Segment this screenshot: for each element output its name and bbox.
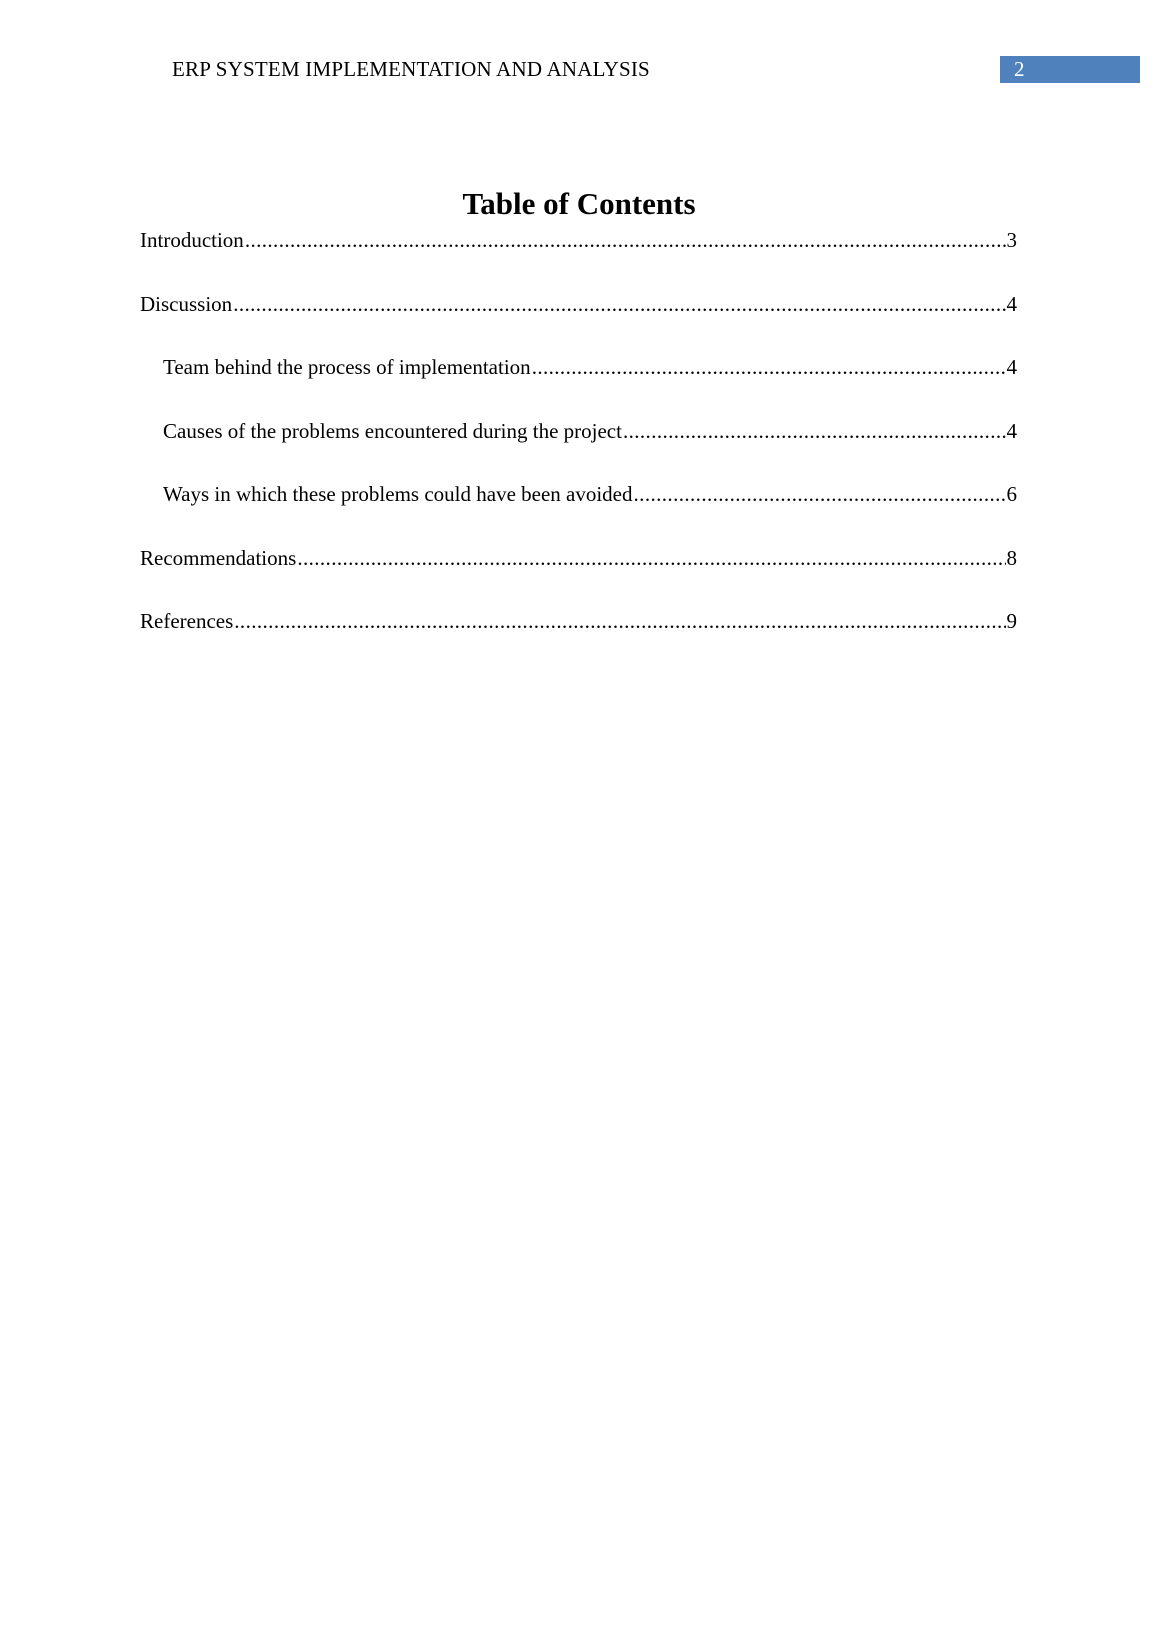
leader-dots: [233, 292, 1005, 317]
toc-entry-references[interactable]: [140, 609, 1017, 673]
running-header-title: ERP SYSTEM IMPLEMENTATION AND ANALYSIS: [172, 57, 650, 81]
leader-dots: [623, 419, 1006, 444]
toc-entry-page: 8: [1006, 545, 1017, 570]
leader-dots: [245, 228, 1006, 253]
toc-entry-introduction[interactable]: [140, 228, 1017, 292]
toc-entry-page: 9: [1006, 609, 1017, 633]
toc-entry-page: 6: [1006, 482, 1017, 506]
table-of-contents: [140, 228, 1017, 673]
toc-entry-label: Discussion: [140, 291, 233, 316]
page-number-badge: 2: [1000, 56, 1140, 83]
toc-entry-ways[interactable]: [140, 482, 1017, 546]
leader-dots: [297, 546, 1005, 571]
toc-entry-label: Introduction: [140, 228, 244, 252]
leader-dots: [532, 355, 1006, 380]
toc-entry-label: Team behind the process of implementation: [163, 355, 531, 379]
toc-entry-page: 4: [1006, 355, 1017, 379]
toc-entry-label: References: [140, 609, 234, 633]
toc-entry-label: Causes of the problems encountered during the project: [163, 418, 622, 443]
toc-entry-discussion[interactable]: [140, 292, 1017, 356]
toc-entry-page: 4: [1006, 418, 1017, 443]
toc-entry-team[interactable]: [140, 355, 1017, 419]
leader-dots: [634, 482, 1006, 507]
toc-entry-label: Recommendations: [140, 545, 297, 570]
toc-entry-page: 3: [1006, 228, 1017, 252]
toc-title: Table of Contents: [462, 186, 696, 221]
toc-entry-recommendations[interactable]: [140, 546, 1017, 610]
toc-entry-page: 4: [1006, 291, 1017, 316]
toc-entry-causes[interactable]: [140, 419, 1017, 483]
leader-dots: [234, 609, 1005, 634]
toc-entry-label: Ways in which these problems could have been avoided: [163, 482, 633, 506]
